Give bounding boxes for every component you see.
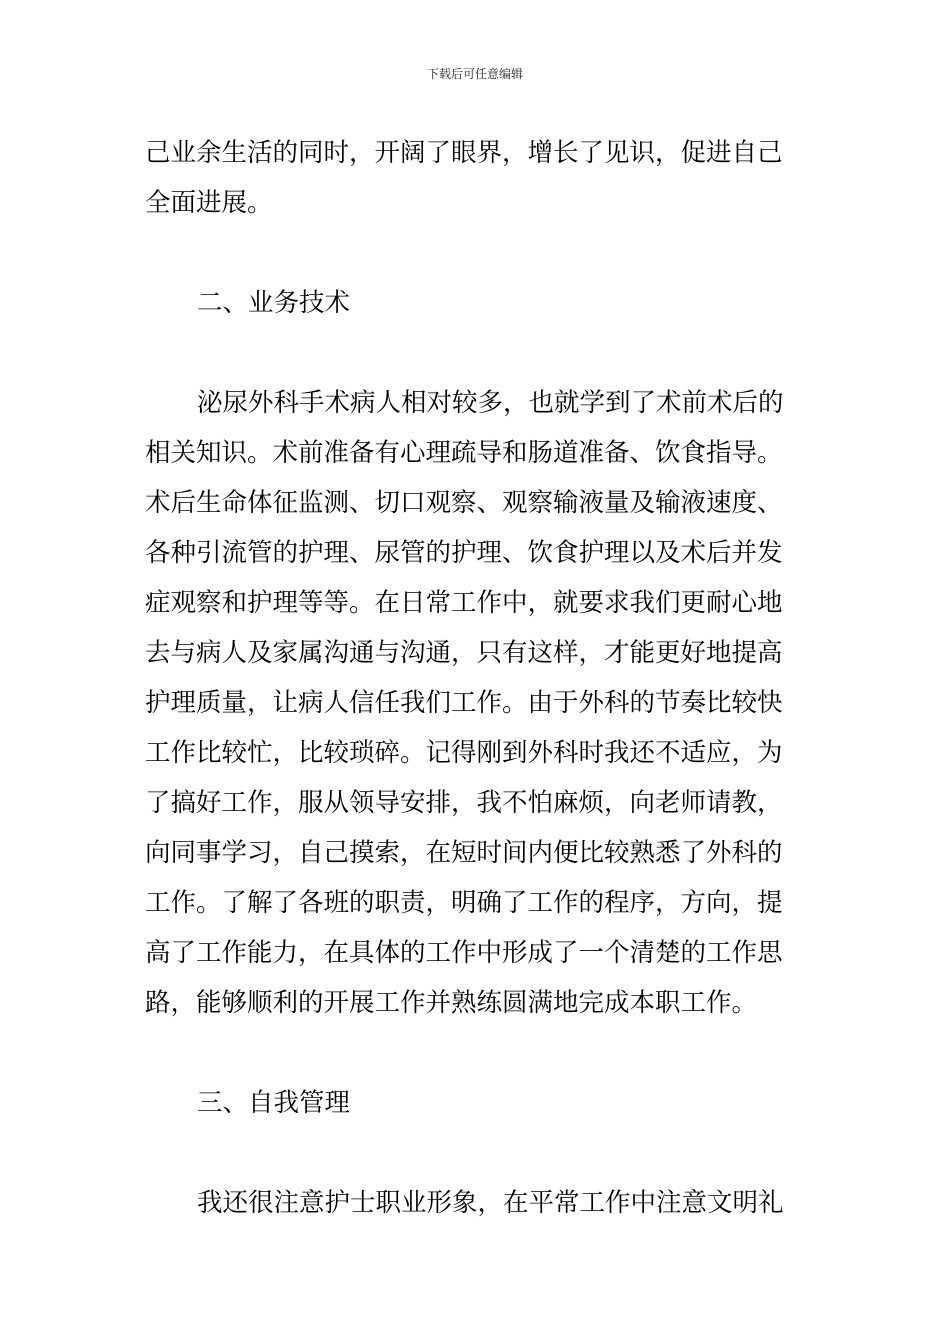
text-line: 工作比较忙，比较琐碎。记得刚到外科时我还不适应，为	[145, 738, 783, 768]
text-line: 我还很注意护士职业形象，在平常工作中注意文明礼	[197, 1188, 784, 1218]
text-line: 症观察和护理等等。在日常工作中，就要求我们更耐心地	[145, 588, 783, 618]
paragraph-continuation	[145, 128, 807, 228]
text-line: 术后生命体征监测、切口观察、观察输液量及输液速度、	[145, 488, 783, 518]
text-line: 路，能够顺利的开展工作并熟练圆满地完成本职工作。	[145, 988, 758, 1018]
text-line: 全面进展。	[145, 188, 273, 218]
section-heading-self-management: 三、自我管理	[197, 1088, 351, 1118]
paragraph-self-management	[145, 1178, 807, 1228]
text-line: 去与病人及家属沟通与沟通，只有这样，才能更好地提高	[145, 638, 783, 668]
page-header: 下载后可任意编辑	[426, 67, 523, 81]
text-line: 工作。了解了各班的职责，明确了工作的程序，方向，提	[145, 888, 783, 918]
text-line: 己业余生活的同时，开阔了眼界，增长了见识，促进自己	[145, 138, 783, 168]
paragraph-business-skills	[145, 378, 807, 1028]
text-line: 相关知识。术前准备有心理疏导和肠道准备、饮食指导。	[145, 438, 783, 468]
text-line: 各种引流管的护理、尿管的护理、饮食护理以及术后并发	[145, 538, 783, 568]
text-line: 了搞好工作，服从领导安排，我不怕麻烦，向老师请教，	[145, 788, 783, 818]
text-line: 泌尿外科手术病人相对较多，也就学到了术前术后的	[197, 388, 784, 418]
text-line: 向同事学习，自己摸索，在短时间内便比较熟悉了外科的	[145, 838, 783, 868]
section-heading-business-skills: 二、业务技术	[197, 288, 351, 318]
document-body	[145, 128, 807, 1228]
text-line: 高了工作能力，在具体的工作中形成了一个清楚的工作思	[145, 938, 783, 968]
text-line: 护理质量，让病人信任我们工作。由于外科的节奏比较快	[145, 688, 783, 718]
